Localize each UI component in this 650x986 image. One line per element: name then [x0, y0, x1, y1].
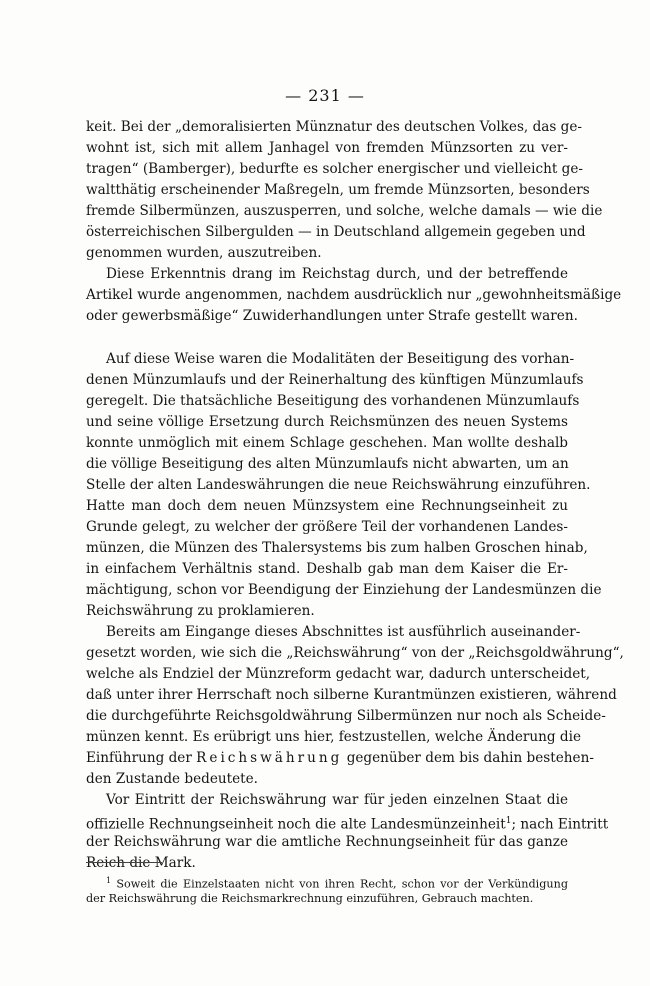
text-line: Bereits am Eingange dieses Abschnittes ist ausführlich auseinander- [106, 624, 581, 640]
text-line: münzen kennt. Es erübrigt uns hier, festzustellen, welche Änderung die [86, 729, 581, 745]
text-line: münzen, die Münzen des Thalersystems bis zum halben Groschen hinab, [86, 540, 588, 556]
text-line: und seine völlige Ersetzung durch Reichsmünzen des neuen Systems [86, 414, 568, 430]
footnote-line: der Reichswährung die Reichsmarkrechnung einzuführen, Gebrauch machten. [86, 892, 534, 905]
footnote-line [86, 872, 568, 890]
text-line: der Reichswährung war die amtliche Rechnungseinheit für das ganze [86, 834, 568, 850]
text-line: konnte unmöglich mit einem Schlage geschehen. Man wollte deshalb [86, 435, 568, 451]
paragraph-gap [86, 327, 568, 349]
text-line: daß unter ihrer Herrschaft noch silberne Kurantmünzen existieren, während [86, 687, 617, 703]
text-line: Diese Erkenntnis drang im Reichstag durch, und der betreffende [106, 266, 568, 282]
text-line: Hatte man doch dem neuen Münzsystem eine Rechnungseinheit zu [86, 498, 568, 514]
text-line: fremde Silbermünzen, auszusperren, und solche, welche damals — wie die [86, 203, 603, 219]
text-line: waltthätig erscheinender Maßregeln, um fremde Münzsorten, besonders [86, 182, 590, 198]
emphasized-term: Reichswährung [196, 750, 343, 766]
text-line [86, 811, 609, 833]
page-number: — 231 — [285, 86, 365, 105]
text-line: oder gewerbsmäßige“ Zuwiderhandlungen unter Strafe gestellt waren. [86, 308, 578, 324]
footnote-reference: 1 [505, 816, 512, 826]
text-line: denen Münzumlaufs und der Reinerhaltung des künftigen Münzumlaufs [86, 372, 584, 388]
text-line: Grunde gelegt, zu welcher der größere Teil der vorhandenen Landes- [86, 519, 568, 535]
text-segment: Einführung der [86, 750, 192, 766]
footnote-divider [86, 862, 162, 863]
text-line: die völlige Beseitigung des alten Münzumlaufs nicht abwarten, um an [86, 456, 569, 472]
text-line: welche als Endziel der Münzreform gedacht war, dadurch unterscheidet, [86, 666, 591, 682]
text-line: geregelt. Die thatsächliche Beseitigung des vorhandenen Münzumlaufs [86, 393, 580, 409]
text-line: tragen“ (Bamberger), bedurfte es solcher energischer und vielleicht ge- [86, 161, 583, 177]
footnote-text: Soweit die Einzelstaaten nicht von ihren Recht, schon vor der Verkündigung [116, 877, 568, 891]
text-line: gesetzt worden, wie sich die „Reichswährung“ von der „Reichsgoldwährung“, [86, 645, 624, 661]
footnotes [86, 872, 568, 908]
text-segment: ; nach Eintritt [511, 816, 609, 833]
text-line: Stelle der alten Landeswährungen die neue Reichswährung einzuführen. [86, 477, 591, 493]
text-line: genommen wurden, auszutreiben. [86, 245, 322, 261]
text-line [86, 748, 594, 769]
footnote-marker: 1 [106, 876, 112, 885]
text-line: österreichischen Silbergulden — in Deutschland allgemein gegeben und [86, 224, 586, 240]
text-line: Artikel wurde angenommen, nachdem ausdrücklich nur „gewohnheitsmäßige [86, 287, 622, 303]
text-line: Auf diese Weise waren die Modalitäten der Beseitigung des vorhan- [106, 351, 575, 367]
text-line: den Zustande bedeutete. [86, 771, 258, 787]
text-line: mächtigung, schon vor Beendigung der Einziehung der Landesmünzen die [86, 582, 602, 598]
text-line: die durchgeführte Reichsgoldwährung Silbermünzen nur noch als Scheide- [86, 708, 606, 724]
text-line: Reichswährung zu proklamieren. [86, 603, 315, 619]
text-line: Vor Eintritt der Reichswährung war für jeden einzelnen Staat die [106, 792, 568, 808]
text-line: in einfachem Verhältnis stand. Deshalb gab man dem Kaiser die Er- [86, 561, 568, 577]
text-segment: gegenüber dem bis dahin bestehen- [346, 750, 594, 766]
text-segment: offizielle Rechnungseinheit noch die alte Landesmünzeinheit [86, 816, 506, 833]
text-line: keit. Bei der „demoralisierten Münznatur des deutschen Volkes, das ge- [86, 119, 583, 135]
text-line: Reich die Mark. [86, 855, 196, 871]
body-text [86, 117, 624, 874]
text-line: wohnt ist, sich mit allem Janhagel von fremden Münzsorten zu ver- [86, 140, 568, 156]
